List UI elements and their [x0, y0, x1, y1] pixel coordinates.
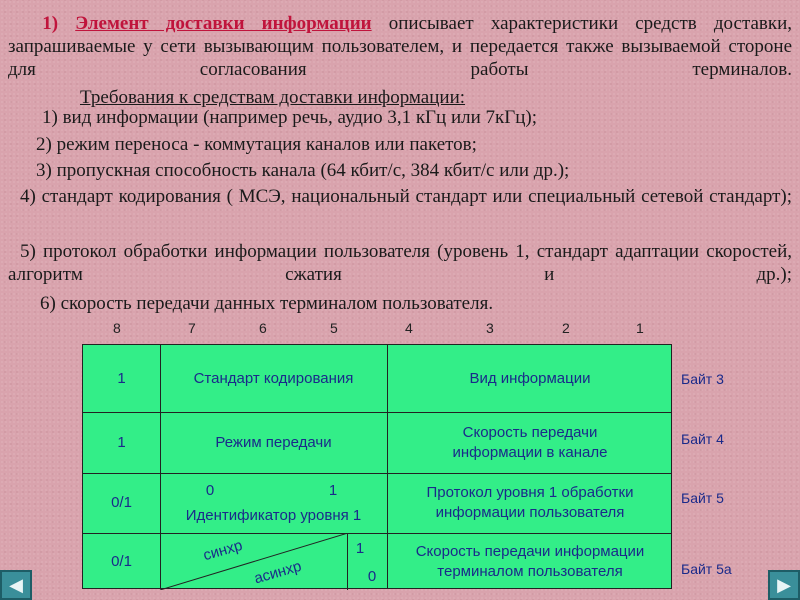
row4-async-label: асинхр [252, 557, 304, 588]
arrow-right-icon: ▶ [777, 574, 791, 596]
row4-user-rate: Скорость передачи информации терминалом пользователя [415, 542, 645, 580]
bit-number: 8 [113, 320, 121, 336]
row4-flag-bottom: 0 [367, 568, 377, 585]
prev-slide-button[interactable] [0, 570, 32, 600]
row4-sync-label: синхр [201, 536, 245, 565]
byte-label: Байт 4 [681, 431, 724, 447]
requirement-item: 1) вид информации (например речь, аудио 3,1 кГц или 7кГц); [42, 107, 538, 128]
bit-number: 3 [486, 320, 494, 336]
row1-info-type: Вид информации [469, 369, 591, 387]
bearer-capability-table [82, 344, 672, 589]
bit-number: 7 [188, 320, 196, 336]
next-slide-button[interactable] [768, 570, 800, 600]
intro-lead: Элемент доставки информации [75, 13, 372, 34]
row2-extension-bit: 1 [117, 433, 126, 451]
row1-coding-standard: Стандарт кодирования [193, 369, 354, 387]
bit-number: 2 [562, 320, 570, 336]
requirement-item: 4) стандарт кодирования ( МСЭ, национальный стандарт или специальный сетевой стандарт); [20, 186, 792, 207]
row2-transfer-rate: Скорость передачи информации в канале [452, 423, 608, 461]
requirement-item: 5) протокол обработки информации пользователя (уровень 1, стандарт адаптации скоростей, алгоритм сжатия и др.); [8, 241, 792, 285]
requirement-item: 3) пропускная способность канала (64 кбит/с, 384 кбит/с или др.); [36, 160, 570, 181]
byte-label: Байт 5 [681, 490, 724, 506]
row3-value-1: 1 [328, 482, 338, 499]
requirement-item: 2) режим переноса - коммутация каналов или пакетов; [36, 134, 477, 155]
intro-paragraph [8, 12, 792, 81]
row3-layer1-id: Идентификатор уровня 1 [185, 507, 362, 524]
row3-layer1-protocol: Протокол уровня 1 обработки информации пользователя [426, 484, 634, 521]
row3-extension-bit: 0/1 [111, 494, 132, 511]
row3-value-0: 0 [205, 482, 215, 499]
bit-number: 5 [330, 320, 338, 336]
requirement-item: 6) скорость передачи данных терминалом пользователя. [40, 293, 494, 314]
bit-number: 4 [405, 320, 413, 336]
bit-number: 6 [259, 320, 267, 336]
bit-number: 1 [636, 320, 644, 336]
byte-label: Байт 3 [681, 371, 724, 387]
row4-flag-top: 1 [355, 540, 365, 557]
arrow-left-icon: ◀ [9, 574, 23, 596]
row2-transfer-mode: Режим передачи [215, 433, 332, 451]
byte-label: Байт 5а [681, 561, 732, 577]
requirements-title: Требования к средствам доставки информации: [80, 87, 466, 108]
row1-extension-bit: 1 [117, 369, 126, 387]
row4-extension-bit: 0/1 [111, 552, 132, 570]
intro-number: 1) [42, 13, 59, 34]
intro-rest: описывает характеристики средств доставки, запрашиваемые у сети вызывающим пользователем, и передается также вызываемой стороне для согласования работы терминалов. [8, 13, 793, 80]
